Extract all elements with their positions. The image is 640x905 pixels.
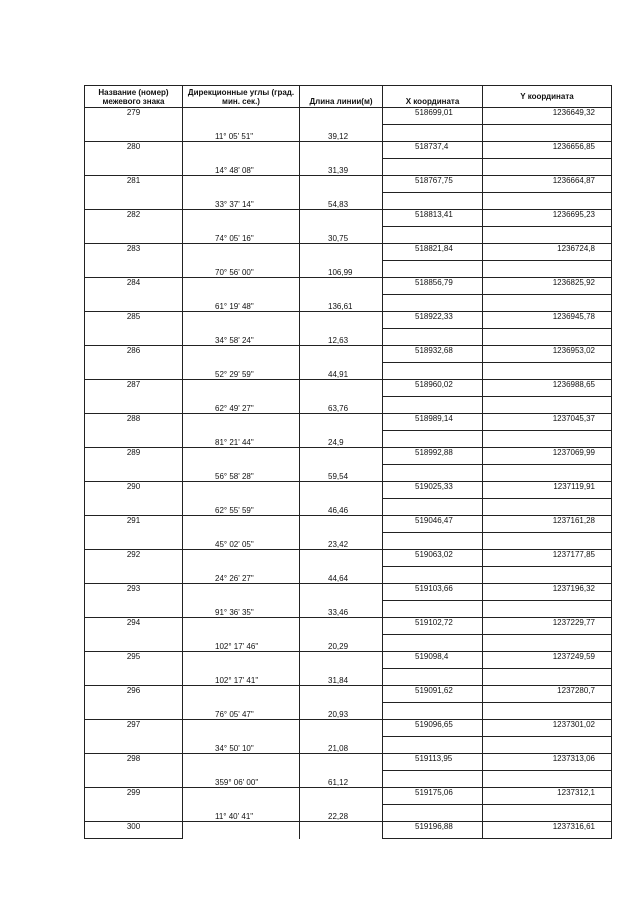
point-row [85,278,612,295]
empty-cell [300,176,383,193]
point-name: 293 [85,584,183,601]
point-x: 518922,33 [383,312,483,329]
point-y: 1236649,32 [483,108,612,125]
empty-cell [483,397,612,414]
point-name: 296 [85,686,183,703]
point-row [85,346,612,363]
segment-row [85,193,612,210]
empty-cell [183,346,300,363]
empty-cell [183,176,300,193]
segment-row [85,227,612,244]
empty-cell [483,805,612,822]
segment-length: 44,91 [300,363,383,380]
empty-cell [85,397,183,414]
empty-cell [383,601,483,618]
empty-cell [383,703,483,720]
empty-cell [183,312,300,329]
segment-angle: 33° 37' 14" [183,193,300,210]
point-row [85,448,612,465]
point-y: 1237280,7 [483,686,612,703]
empty-cell [300,822,383,839]
point-x: 519091,62 [383,686,483,703]
empty-cell [300,414,383,431]
header-y: Y координата [483,86,612,108]
empty-cell [483,193,612,210]
segment-length: 12,63 [300,329,383,346]
segment-angle: 61° 19' 48" [183,295,300,312]
empty-cell [85,227,183,244]
segment-row [85,737,612,754]
point-y: 1237161,28 [483,516,612,533]
point-x: 519046,47 [383,516,483,533]
empty-cell [300,788,383,805]
point-name: 300 [85,822,183,839]
segment-row [85,805,612,822]
segment-angle: 56° 58' 28" [183,465,300,482]
empty-cell [183,108,300,125]
segment-length: 44,64 [300,567,383,584]
segment-angle: 91° 36' 35" [183,601,300,618]
point-x: 519102,72 [383,618,483,635]
segment-row [85,533,612,550]
empty-cell [483,125,612,142]
point-row [85,550,612,567]
empty-cell [85,567,183,584]
point-row [85,482,612,499]
empty-cell [483,261,612,278]
point-x: 519098,4 [383,652,483,669]
empty-cell [300,346,383,363]
empty-cell [383,771,483,788]
segment-length: 59,54 [300,465,383,482]
empty-cell [300,142,383,159]
point-y: 1237045,37 [483,414,612,431]
empty-cell [300,516,383,533]
segment-angle: 359° 06' 00" [183,771,300,788]
point-name: 280 [85,142,183,159]
empty-cell [85,737,183,754]
segment-row [85,567,612,584]
segment-angle: 11° 40' 41" [183,805,300,822]
header-name: Название (номер) межевого знака [85,86,183,108]
empty-cell [383,533,483,550]
point-name: 287 [85,380,183,397]
segment-angle: 34° 50' 10" [183,737,300,754]
point-y: 1236664,87 [483,176,612,193]
empty-cell [483,499,612,516]
point-name: 284 [85,278,183,295]
point-name: 297 [85,720,183,737]
point-x: 519103,66 [383,584,483,601]
segment-angle: 45° 02' 05" [183,533,300,550]
empty-cell [483,363,612,380]
segment-length: 20,29 [300,635,383,652]
empty-cell [183,584,300,601]
segment-length: 61,12 [300,771,383,788]
empty-cell [300,108,383,125]
empty-cell [383,465,483,482]
empty-cell [300,652,383,669]
empty-cell [85,261,183,278]
empty-cell [483,635,612,652]
segment-angle: 62° 49' 27" [183,397,300,414]
segment-angle: 102° 17' 41" [183,669,300,686]
empty-cell [300,754,383,771]
point-y: 1236695,23 [483,210,612,227]
point-name: 294 [85,618,183,635]
empty-cell [300,482,383,499]
empty-cell [300,380,383,397]
point-row [85,686,612,703]
point-row [85,516,612,533]
empty-cell [383,567,483,584]
segment-angle: 102° 17' 46" [183,635,300,652]
empty-cell [183,142,300,159]
segment-row [85,261,612,278]
point-name: 290 [85,482,183,499]
empty-cell [85,533,183,550]
segment-row [85,295,612,312]
point-y: 1236953,02 [483,346,612,363]
point-y: 1237177,85 [483,550,612,567]
empty-cell [383,635,483,652]
empty-cell [85,193,183,210]
empty-cell [183,822,300,839]
point-x: 519096,65 [383,720,483,737]
header-angle: Дирекционные углы (град. мин. сек.) [183,86,300,108]
point-y: 1236945,78 [483,312,612,329]
segment-length: 20,93 [300,703,383,720]
empty-cell [383,159,483,176]
empty-cell [183,516,300,533]
empty-cell [483,465,612,482]
point-y: 1237312,1 [483,788,612,805]
empty-cell [383,397,483,414]
point-x: 518821,84 [383,244,483,261]
point-row [85,108,612,125]
segment-row [85,601,612,618]
segment-row [85,431,612,448]
segment-length: 21,08 [300,737,383,754]
point-x: 518989,14 [383,414,483,431]
point-y: 1236656,85 [483,142,612,159]
empty-cell [183,482,300,499]
point-x: 518813,41 [383,210,483,227]
point-y: 1237119,91 [483,482,612,499]
segment-length: 22,28 [300,805,383,822]
point-row [85,244,612,261]
segment-angle: 81° 21' 44" [183,431,300,448]
segment-row [85,159,612,176]
point-x: 518737,4 [383,142,483,159]
point-row [85,312,612,329]
empty-cell [183,720,300,737]
point-row [85,176,612,193]
empty-cell [85,805,183,822]
point-x: 519196,88 [383,822,483,839]
empty-cell [483,737,612,754]
empty-cell [300,720,383,737]
empty-cell [300,550,383,567]
empty-cell [183,550,300,567]
empty-cell [85,601,183,618]
point-x: 519025,33 [383,482,483,499]
empty-cell [85,703,183,720]
empty-cell [85,669,183,686]
segment-row [85,329,612,346]
empty-cell [383,125,483,142]
segment-length: 46,46 [300,499,383,516]
empty-cell [483,159,612,176]
empty-cell [300,278,383,295]
point-name: 289 [85,448,183,465]
empty-cell [85,499,183,516]
empty-cell [383,261,483,278]
point-name: 279 [85,108,183,125]
empty-cell [483,533,612,550]
point-name: 295 [85,652,183,669]
point-name: 285 [85,312,183,329]
empty-cell [183,278,300,295]
empty-cell [183,210,300,227]
point-x: 518856,79 [383,278,483,295]
empty-cell [183,652,300,669]
point-x: 519063,02 [383,550,483,567]
point-y: 1237316,61 [483,822,612,839]
point-name: 291 [85,516,183,533]
table-header [85,86,612,108]
point-row [85,414,612,431]
header-length: Длина линии(м) [300,86,383,108]
point-row [85,788,612,805]
segment-row [85,499,612,516]
point-row [85,754,612,771]
segment-length: 31,84 [300,669,383,686]
empty-cell [483,431,612,448]
empty-cell [183,618,300,635]
segment-angle: 70° 56' 00" [183,261,300,278]
empty-cell [383,363,483,380]
empty-cell [183,380,300,397]
empty-cell [483,329,612,346]
point-name: 283 [85,244,183,261]
empty-cell [85,363,183,380]
segment-length: 106,99 [300,261,383,278]
empty-cell [85,295,183,312]
empty-cell [85,465,183,482]
segment-angle: 11° 05' 51" [183,125,300,142]
segment-length: 23,42 [300,533,383,550]
point-name: 292 [85,550,183,567]
empty-cell [183,244,300,261]
segment-angle: 62° 55' 59" [183,499,300,516]
point-row [85,652,612,669]
empty-cell [383,737,483,754]
point-y: 1236988,65 [483,380,612,397]
point-x: 518992,88 [383,448,483,465]
segment-length: 24,9 [300,431,383,448]
point-x: 518932,68 [383,346,483,363]
empty-cell [383,329,483,346]
empty-cell [183,788,300,805]
segment-length: 63,76 [300,397,383,414]
empty-cell [300,244,383,261]
empty-cell [483,227,612,244]
point-x: 518960,02 [383,380,483,397]
segment-row [85,703,612,720]
segment-length: 136,61 [300,295,383,312]
point-row [85,380,612,397]
point-row [85,584,612,601]
point-y: 1237313,06 [483,754,612,771]
segment-row [85,397,612,414]
empty-cell [85,125,183,142]
empty-cell [300,584,383,601]
empty-cell [300,210,383,227]
point-row [85,720,612,737]
empty-cell [300,686,383,703]
segment-angle: 14° 48' 08" [183,159,300,176]
empty-cell [383,805,483,822]
segment-angle: 34° 58' 24" [183,329,300,346]
empty-cell [383,193,483,210]
empty-cell [383,669,483,686]
segment-row [85,465,612,482]
point-x: 519113,95 [383,754,483,771]
empty-cell [85,431,183,448]
table-body [85,108,612,839]
point-y: 1237069,99 [483,448,612,465]
empty-cell [300,618,383,635]
empty-cell [183,414,300,431]
point-row [85,210,612,227]
segment-row [85,125,612,142]
point-name: 288 [85,414,183,431]
empty-cell [85,329,183,346]
empty-cell [383,227,483,244]
segment-row [85,635,612,652]
point-x: 519175,06 [383,788,483,805]
point-y: 1237301,02 [483,720,612,737]
empty-cell [483,567,612,584]
empty-cell [183,448,300,465]
point-name: 299 [85,788,183,805]
segment-angle: 24° 26' 27" [183,567,300,584]
point-row [85,142,612,159]
point-x: 518767,75 [383,176,483,193]
point-x: 518699,01 [383,108,483,125]
segment-row [85,669,612,686]
empty-cell [483,771,612,788]
empty-cell [383,431,483,448]
empty-cell [483,295,612,312]
empty-cell [85,771,183,788]
empty-cell [300,312,383,329]
point-y: 1236724,8 [483,244,612,261]
segment-angle: 52° 29' 59" [183,363,300,380]
point-row [85,822,612,839]
segment-length: 33,46 [300,601,383,618]
point-y: 1237196,32 [483,584,612,601]
point-name: 281 [85,176,183,193]
point-y: 1236825,92 [483,278,612,295]
segment-angle: 74° 05' 16" [183,227,300,244]
segment-length: 30,75 [300,227,383,244]
header-x: X координата [383,86,483,108]
point-y: 1237249,59 [483,652,612,669]
point-name: 286 [85,346,183,363]
point-name: 282 [85,210,183,227]
empty-cell [383,295,483,312]
empty-cell [483,703,612,720]
empty-cell [183,754,300,771]
segment-length: 54,83 [300,193,383,210]
segment-length: 31,39 [300,159,383,176]
empty-cell [300,448,383,465]
empty-cell [183,686,300,703]
empty-cell [483,669,612,686]
empty-cell [483,601,612,618]
boundary-coordinates-table [84,85,612,839]
empty-cell [85,635,183,652]
segment-row [85,771,612,788]
empty-cell [383,499,483,516]
segment-angle: 76° 05' 47" [183,703,300,720]
point-y: 1237229,77 [483,618,612,635]
segment-row [85,363,612,380]
point-row [85,618,612,635]
empty-cell [85,159,183,176]
segment-length: 39,12 [300,125,383,142]
point-name: 298 [85,754,183,771]
